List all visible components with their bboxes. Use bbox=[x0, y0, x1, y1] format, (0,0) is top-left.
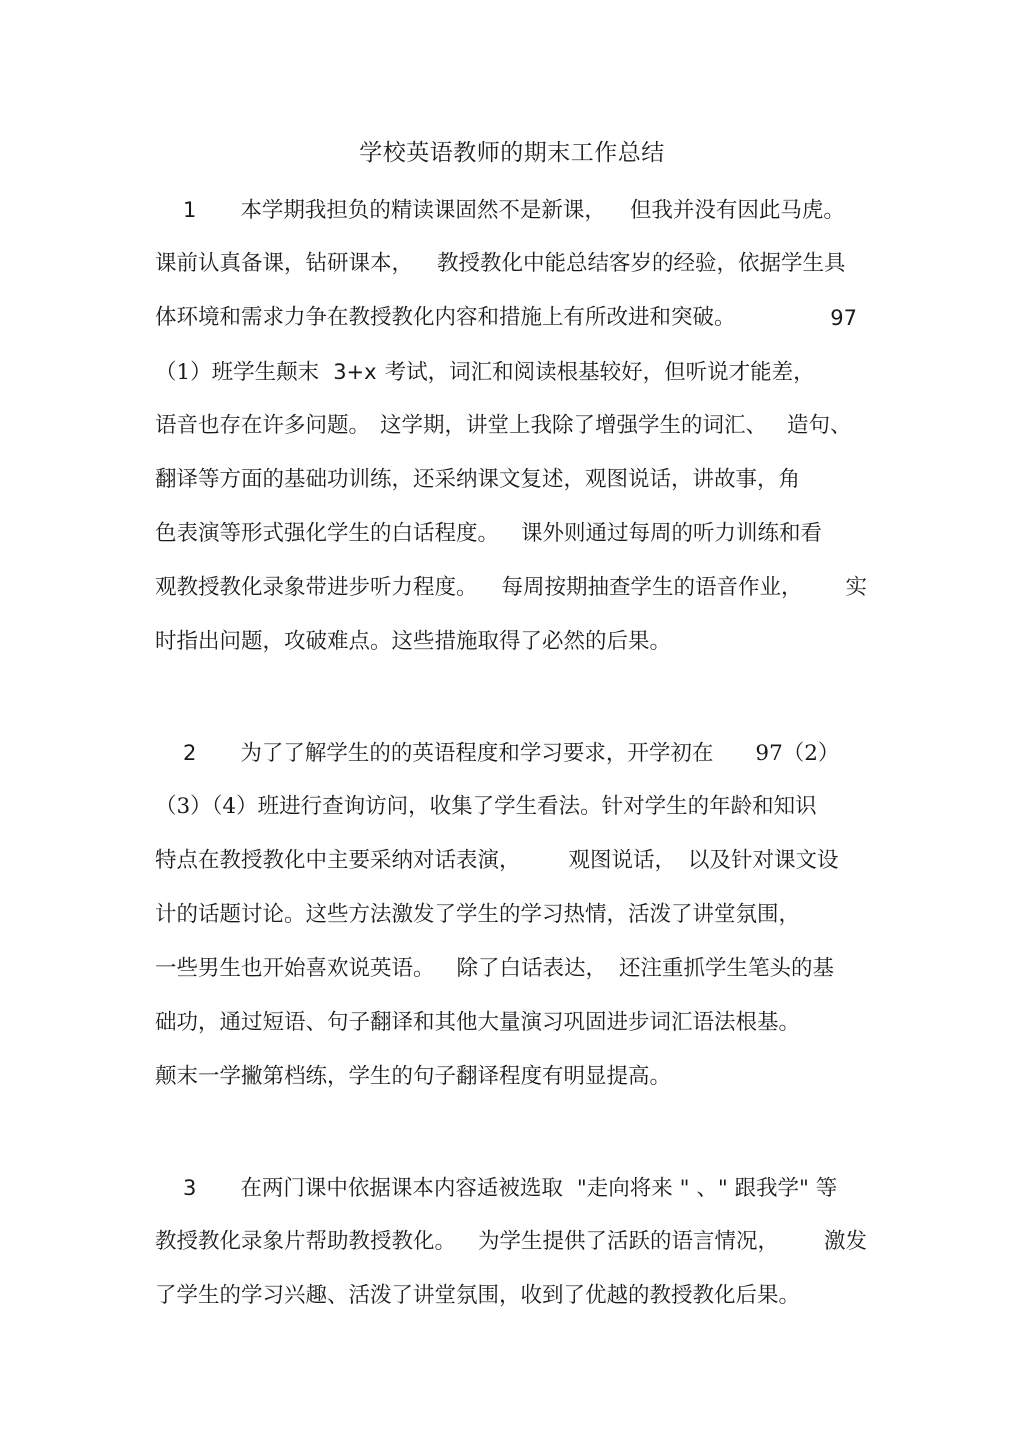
text-segment: 本学期我担负的精读课固然不是新课， bbox=[240, 198, 606, 223]
text-segment: （1）班学生颠末 bbox=[155, 360, 320, 385]
paragraph-1-line-1 bbox=[183, 193, 845, 227]
paragraph-3-line-3 bbox=[155, 1279, 800, 1313]
text-segment: 教授教化录象片帮助教授教化。 bbox=[155, 1229, 457, 1254]
paragraph-1-line-6 bbox=[155, 463, 800, 497]
text-segment: 为了了解学生的的英语程度和学习要求，开学初在 bbox=[240, 741, 714, 766]
text-segment: 颠末一学撇第档练，学生的句子翻译程度有明显提高。 bbox=[155, 1064, 672, 1089]
text-segment: （3）（4）班进行查询访问，收集了学生看法。针对学生的年龄和知识 bbox=[155, 794, 817, 819]
paragraph-2-line-2 bbox=[155, 790, 817, 824]
paragraph-2-line-5 bbox=[155, 952, 834, 986]
text-segment: "走向将来 " 、" 跟我学" 等 bbox=[576, 1176, 838, 1201]
text-segment: 一些男生也开始喜欢说英语。 bbox=[155, 956, 435, 981]
paragraph-1-line-9 bbox=[155, 625, 671, 659]
text-segment: 除了白话表达， bbox=[456, 956, 608, 981]
text-segment: 3+x bbox=[333, 360, 377, 384]
paragraph-number: 3 bbox=[183, 1176, 197, 1200]
text-segment: 97 bbox=[830, 306, 857, 330]
text-segment: 在两门课中依据课本内容适被选取 bbox=[240, 1176, 563, 1201]
text-segment: 以及针对课文设 bbox=[688, 848, 839, 873]
paragraph-1-line-8 bbox=[155, 571, 867, 605]
paragraph-2-line-4 bbox=[155, 898, 800, 932]
text-segment: 时指出问题，攻破难点。这些措施取得了必然的后果。 bbox=[155, 629, 672, 654]
text-segment: 激发 bbox=[823, 1229, 867, 1254]
paragraph-1-line-7 bbox=[155, 517, 822, 551]
paragraph-1-line-2 bbox=[155, 247, 846, 281]
text-segment: 了学生的学习兴趣、活泼了讲堂氛围，收到了优越的教授教化后果。 bbox=[155, 1283, 801, 1308]
document-title: 学校英语教师的期末工作总结 bbox=[359, 140, 665, 166]
text-segment: 课外则通过每周的听力训练和看 bbox=[521, 521, 823, 546]
text-segment: 翻译等方面的基础功训练，还采纳课文复述，观图说话，讲故事，角 bbox=[155, 467, 801, 492]
text-segment: 计的话题讨论。这些方法激发了学生的学习热情，活泼了讲堂氛围， bbox=[155, 902, 801, 927]
text-segment: 语音也存在许多问题。 bbox=[155, 413, 371, 438]
text-segment: 但我并没有因此马虎。 bbox=[629, 198, 845, 223]
paragraph-2-line-6 bbox=[155, 1006, 800, 1040]
text-segment: 实 bbox=[845, 575, 867, 600]
paragraph-2-line-7 bbox=[155, 1060, 671, 1094]
paragraph-1-line-5 bbox=[155, 409, 852, 443]
paragraph-3-line-2 bbox=[155, 1225, 867, 1259]
text-segment: 观教授教化录象带进步听力程度。 bbox=[155, 575, 478, 600]
text-segment: 还注重抓学生笔头的基 bbox=[619, 956, 835, 981]
text-segment: 每周按期抽查学生的语音作业， bbox=[501, 575, 803, 600]
text-segment: 考试，词汇和阅读根基较好，但听说才能差， bbox=[384, 360, 815, 385]
text-segment: 特点在教授教化中主要采纳对话表演， bbox=[155, 848, 521, 873]
paragraph-1-line-3 bbox=[155, 301, 867, 335]
text-segment: 为学生提供了活跃的语言情况， bbox=[478, 1229, 780, 1254]
text-segment: 色表演等形式强化学生的白话程度。 bbox=[155, 521, 500, 546]
text-segment: 造句、 bbox=[787, 413, 852, 438]
paragraph-2-line-1 bbox=[183, 736, 839, 770]
text-segment: 97（2） bbox=[755, 741, 840, 766]
text-segment: 观图说话， bbox=[568, 848, 677, 873]
text-segment: 课前认真备课，钻研课本， bbox=[155, 251, 414, 276]
text-segment: 础功，通过短语、句子翻译和其他大量演习巩固进步词汇语法根基。 bbox=[155, 1010, 801, 1035]
paragraph-number: 2 bbox=[183, 741, 197, 765]
paragraph-number: 1 bbox=[183, 198, 197, 222]
paragraph-1-line-4 bbox=[155, 355, 815, 389]
text-segment: 体环境和需求力争在教授教化内容和措施上有所改进和突破。 bbox=[155, 305, 736, 330]
paragraph-3-line-1 bbox=[183, 1171, 837, 1205]
paragraph-2-line-3 bbox=[155, 844, 839, 878]
text-segment: 教授教化中能总结客岁的经验，依据学生具 bbox=[437, 251, 846, 276]
text-segment: 这学期，讲堂上我除了增强学生的词汇、 bbox=[380, 413, 768, 438]
